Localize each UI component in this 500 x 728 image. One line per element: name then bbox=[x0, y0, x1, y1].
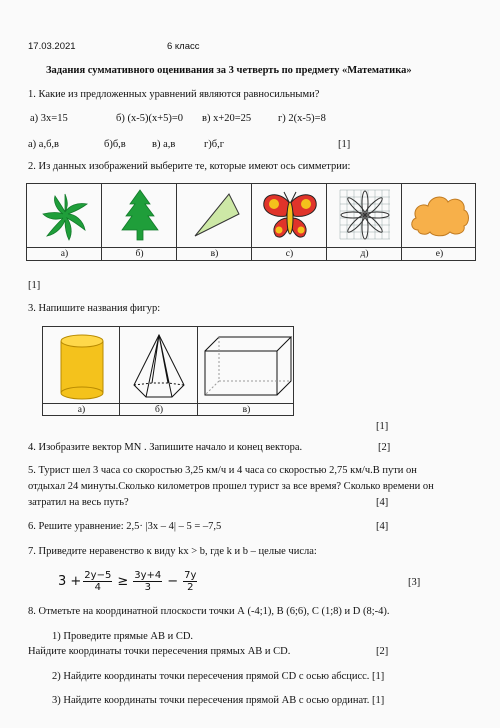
q2-label-a: а) bbox=[60, 249, 69, 259]
q8-step1-a: 1) Проведите прямые AB и CD. bbox=[52, 631, 194, 642]
page-title: Задания суммативного оценивания за 3 четверть по предмету «Математика» bbox=[46, 65, 412, 76]
q7-f2-den: 3 bbox=[144, 581, 151, 593]
q1-answer-a: а) а,б,в bbox=[28, 139, 59, 150]
triangle-icon bbox=[189, 190, 241, 242]
q8-step3: 3) Найдите координаты точки пересечения прямой АВ с осью ординат. [1] bbox=[52, 695, 385, 706]
q2-label-f: е) bbox=[435, 249, 444, 259]
q5-line-2: отдыхал 24 минуты.Сколько километров прошел турист за все время? Сколько времени он bbox=[28, 481, 434, 492]
q5-line-3: затратил на весь путь? bbox=[28, 497, 129, 508]
pyramid-icon bbox=[130, 333, 188, 401]
q1-question: 1. Какие из предложенных уравнений являются равносильными? bbox=[28, 89, 320, 100]
q7-minus: − bbox=[167, 573, 179, 589]
q1-option-c: в) х+20=25 bbox=[202, 113, 252, 124]
q8-step1-score: [2] bbox=[376, 646, 389, 657]
q7-f3-num: 7y bbox=[184, 569, 197, 581]
q2-question: 2. Из данных изображений выберите те, которые имеют ось симметрии: bbox=[28, 161, 351, 172]
q7-f1-num: 2y−5 bbox=[84, 569, 112, 581]
q7-inequality bbox=[58, 566, 199, 596]
q5-line-1: 5. Турист шел 3 часа со скоростью 3,25 км/ч и 4 часа со скоростью 2,75 км/ч.В пути он bbox=[28, 465, 417, 476]
q1-score: [1] bbox=[338, 139, 351, 150]
green-star-icon bbox=[39, 190, 91, 242]
q8-step2: 2) Найдите координаты точки пересечения прямой CD с осью абсцисс. [1] bbox=[52, 671, 385, 682]
grade: 6 класс bbox=[167, 41, 200, 52]
cylinder-icon bbox=[57, 333, 107, 401]
tree-icon bbox=[114, 188, 166, 244]
q2-label-d: с) bbox=[285, 249, 294, 259]
q2-figure-table bbox=[26, 183, 476, 261]
box-icon bbox=[201, 333, 295, 399]
q3-question: 3. Напишите названия фигур: bbox=[28, 303, 161, 314]
q1-option-a: а) 3х=15 bbox=[30, 113, 68, 124]
q3-label-c: в) bbox=[242, 405, 251, 415]
q7-f2-num: 3y+4 bbox=[134, 569, 162, 581]
q7-f3-den: 2 bbox=[187, 581, 194, 593]
cloud-icon bbox=[408, 192, 472, 238]
q7-question: 7. Приведите неравенство к виду kx > b, где k и b – целые числа: bbox=[28, 546, 317, 557]
q8-step1-b: Найдите координаты точки пересечения прямых АВ и CD. bbox=[28, 646, 291, 657]
date: 17.03.2021 bbox=[28, 41, 76, 52]
q1-answer-d: г)б,г bbox=[204, 139, 225, 150]
q1-answer-b: б)б,в bbox=[104, 139, 126, 150]
q6-question: 6. Решите уравнение: 2,5· |3х – 4| – 5 = –7,5 bbox=[28, 521, 222, 532]
q3-label-b: б) bbox=[155, 405, 163, 415]
q5-score: [4] bbox=[376, 497, 389, 508]
q7-relation: ≥ bbox=[117, 573, 129, 589]
q1-answer-c: в) а,в bbox=[152, 139, 176, 150]
q2-score: [1] bbox=[28, 280, 41, 291]
q1-option-b: б) (х-5)(х+5)=0 bbox=[116, 113, 184, 124]
grid-flower-icon bbox=[338, 188, 392, 244]
q3-figure-table bbox=[42, 326, 294, 416]
q7-score: [3] bbox=[408, 577, 421, 588]
q1-option-d: г) 2(х-5)=8 bbox=[278, 113, 326, 124]
q4-question: 4. Изобразите вектор MN . Запишите начало и конец вектора. bbox=[28, 442, 303, 453]
q8-question: 8. Отметьте на координатной плоскости точки А (-4;1), В (6;6), С (1;8) и D (8;-4). bbox=[28, 606, 390, 617]
q6-score: [4] bbox=[376, 521, 389, 532]
q7-lead: 3 + bbox=[58, 573, 82, 589]
q4-score: [2] bbox=[378, 442, 391, 453]
q2-label-b: б) bbox=[135, 249, 144, 259]
butterfly-icon bbox=[260, 188, 320, 244]
q3-score: [1] bbox=[376, 421, 389, 432]
q2-label-e: д) bbox=[360, 249, 369, 259]
q3-label-a: а) bbox=[77, 405, 86, 415]
q2-label-c: в) bbox=[210, 249, 219, 259]
q7-f1-den: 4 bbox=[94, 581, 101, 593]
